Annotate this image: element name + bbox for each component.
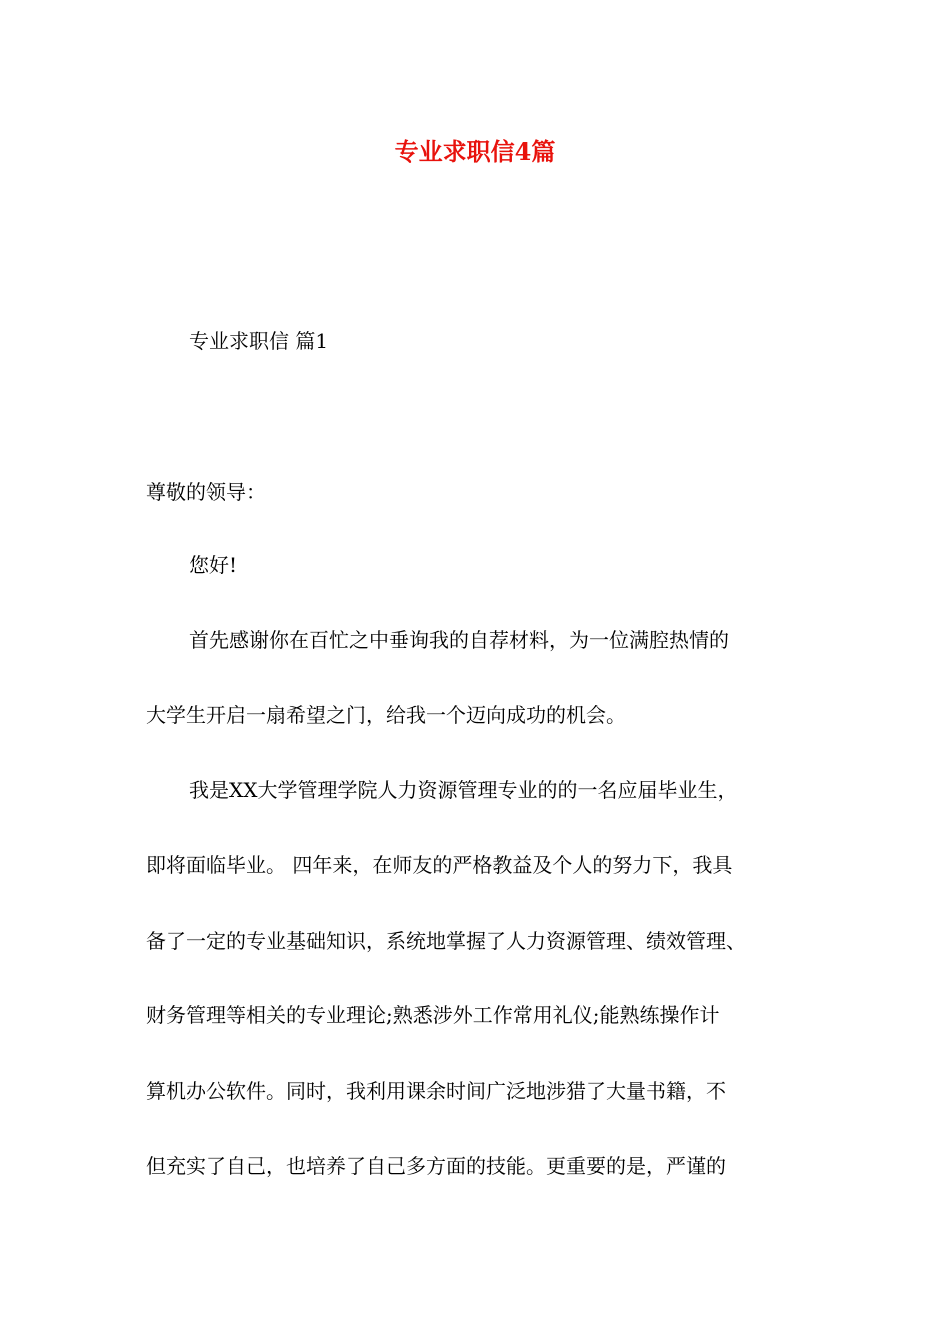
paragraph-line: 财务管理等相关的专业理论;熟悉涉外工作常用礼仪;能熟练操作计 <box>146 1003 720 1027</box>
section-heading: 专业求职信 篇1 <box>189 329 329 353</box>
paragraph-line: 大学生开启一扇希望之门，给我一个迈向成功的机会。 <box>146 703 626 727</box>
paragraph-line: 首先感谢你在百忙之中垂询我的自荐材料，为一位满腔热情的 <box>189 628 729 652</box>
paragraph-line: 我是XX大学管理学院人力资源管理专业的的一名应届毕业生， <box>189 778 738 802</box>
greeting: 您好! <box>189 553 238 577</box>
document-title: 专业求职信4篇 <box>394 137 556 166</box>
paragraph-line: 备了一定的专业基础知识，系统地掌握了人力资源管理、绩效管理、 <box>146 929 746 953</box>
paragraph-line: 算机办公软件。同时，我利用课余时间广泛地涉猎了大量书籍，不 <box>146 1079 726 1103</box>
paragraph-line: 即将面临毕业。 四年来，在师友的严格教益及个人的努力下，我具 <box>146 853 733 877</box>
paragraph-line: 但充实了自己，也培养了自己多方面的技能。更重要的是，严谨的 <box>146 1154 726 1178</box>
salutation: 尊敬的领导： <box>146 480 266 504</box>
